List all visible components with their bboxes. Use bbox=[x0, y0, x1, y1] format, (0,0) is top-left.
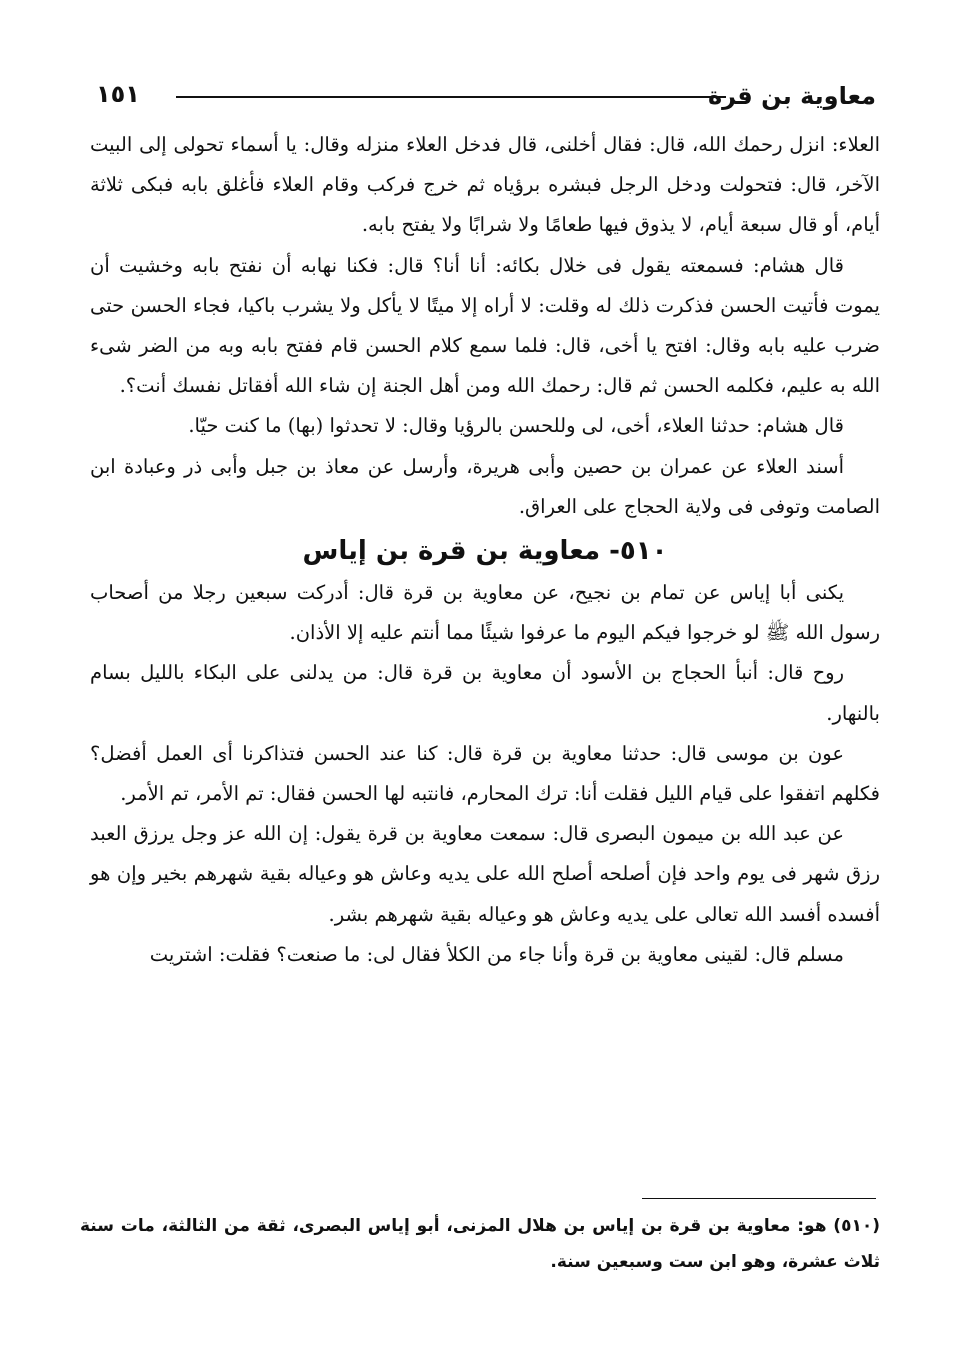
header-rule bbox=[176, 96, 726, 98]
paragraph: عون بن موسى قال: حدثنا معاوية بن قرة قال: كنا عند الحسن فتذاكرنا أى العمل أفضل؟ فكلهم اتفقوا على قيام الليل فقلت أنا: ترك المحارم، فانتبه لها الحسن فقال: تم الأمر، تم الأمر. bbox=[90, 741, 880, 806]
running-title: معاوية بن قرة bbox=[707, 82, 876, 110]
page-number: ١٥١ bbox=[96, 80, 140, 108]
paragraph: يكنى أبا إياس عن تمام بن نجيح، عن معاوية بن قرة قال: أدركت سبعين رجلا من أصحاب رسول الله ﷺ لو خرجوا فيكم اليوم ما عرفوا شيئًا مما أنتم عليه إلا الأذان. bbox=[90, 581, 880, 645]
main-text bbox=[90, 125, 880, 975]
paragraph: قال هشام: فسمعته يقول فى خلال بكائه: أنا أنا؟ قال: فكنا نهابه أن نفتح بابه وخشيت أن يموت فأتيت الحسن فذكرت ذلك له وقلت: لا أراه إلا ميتًا لا يأكل ولا يشرب باكيا، فجاء الحسن حتى ضرب عليه بابه وقال: افتح يا أخى، قال: فلما سمع كلام الحسن قام ففتح بابه وبه من الضر شىء الله به عليم، فكلمه الحسن ثم قال: رحمك الله ومن أهل الجنة إن شاء الله أفقاتل نفسك أنت؟. bbox=[90, 253, 880, 398]
paragraph: قال هشام: حدثنا العلاء، أخى، لى وللحسن بالرؤيا وقال: لا تحدثوا (بها) ما كنت حيّا. bbox=[188, 414, 844, 438]
section-heading: ٥١٠- معاوية بن قرة بن إياس bbox=[302, 536, 668, 567]
footnote bbox=[80, 1208, 880, 1280]
paragraph: أسند العلاء عن عمران بن حصين وأبى هريرة، وأرسل عن معاذ بن جبل وأبى ذر وعبادة ابن الصامت وتوفى فى ولاية الحجاج على العراق. bbox=[90, 454, 880, 518]
paragraph: عن عبد الله بن ميمون البصرى قال: سمعت معاوية بن قرة يقول: إن الله عز وجل يرزق العبد رزق شهر فى يوم واحد فإن أصلحه أصلح الله على يديه وعاش هو وعياله بقية شهرهم بخير وإن هو أفسده أفسد الله تعالى على يديه وعاش هو وعياله بقية شهرهم بشر. bbox=[90, 822, 880, 926]
paragraph: مسلم قال: لقينى معاوية بن قرة وأنا جاء من الكلأ فقال لى: ما صنعت؟ فقلت: اشتريت bbox=[149, 942, 844, 966]
footnote-rule bbox=[642, 1198, 876, 1199]
paragraph: روح قال: أنبأ الحجاج بن الأسود أن معاوية بن قرة قال: من يدلنى على البكاء بالليل بسام بالنهار. bbox=[90, 661, 880, 725]
page-header bbox=[96, 80, 876, 120]
paragraph: العلاء: انزل رحمك الله، قال: فقال أخلنى، قال فدخل العلاء منزله وقال: يا أسماء تحولى إلى البيت الآخر، قال: فتحولت ودخل الرجل فبشره برؤياه ثم خرج فركب وقام العلاء فأغلق بابه فبكى ثلاثة أيام، أو قال سبعة أيام، لا يذوق فيها طعامًا ولا شرابًا ولا يفتح بابه. bbox=[90, 133, 880, 237]
footnote-text: (٥١٠) هو: معاوية بن قرة بن إياس بن هلال المزنى، أبو إياس البصرى، ثقة من الثالثة، مات سنة ثلاث عشرة، وهو ابن ست وسبعين سنة. bbox=[80, 1216, 880, 1272]
